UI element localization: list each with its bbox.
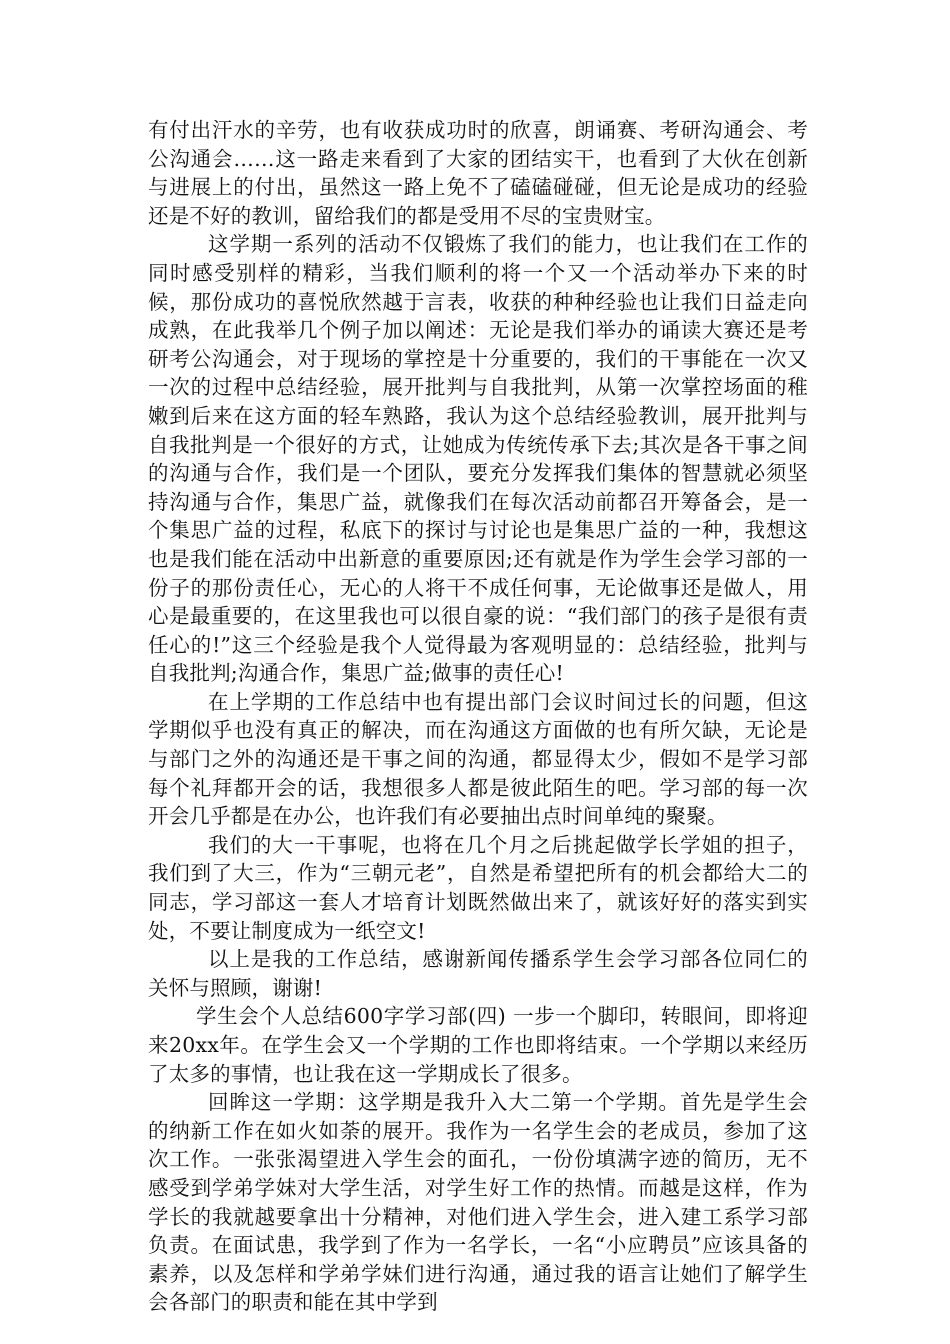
document-body [148,116,808,1317]
paragraph: 这学期一系列的活动不仅锻炼了我们的能力，也让我们在工作的同时感受别样的精彩，当我们顺利的将一个又一个活动举办下来的时候，那份成功的喜悦欣然越于言表，收获的种种经验也让我们日益走向成熟，在此我举几个例子加以阐述：无论是我们举办的诵读大赛还是考研考公沟通会，对于现场的掌控是十分重要的，我们的干事能在一次又一次的过程中总结经验，展开批判与自我批判，从第一次掌控场面的稚嫩到后来在这方面的轻车熟路，我认为这个总结经验教训，展开批判与自我批判是一个很好的方式，让她成为传统传承下去;其次是各干事之间的沟通与合作，我们是一个团队，要充分发挥我们集体的智慧就必须坚持沟通与合作，集思广益，就像我们在每次活动前都召开筹备会，是一个集思广益的过程，私底下的探讨与讨论也是集思广益的一种，我想这也是我们能在活动中出新意的重要原因;还有就是作为学生会学习部的一份子的那份责任心，无心的人将干不成任何事，无论做事还是做人，用心是最重要的，在这里我也可以很自豪的说：“我们部门的孩子是很有责任心的!”这三个经验是我个人觉得最为客观明显的：总结经验，批判与自我批判;沟通合作，集思广益;做事的责任心! [148,232,808,686]
paragraph: 以上是我的工作总结，感谢新闻传播系学生会学习部各位同仁的关怀与照顾，谢谢! [148,947,808,1000]
paragraph: 在上学期的工作总结中也有提出部门会议时间过长的问题，但这学期似乎也没有真正的解决，而在沟通这方面做的也有所欠缺，无论是与部门之外的沟通还是干事之间的沟通，都显得太少，假如不是学习部每个礼拜都开会的话，我想很多人都是彼此陌生的吧。学习部的每一次开会几乎都是在办公，也许我们有必要抽出点时间单纯的聚聚。 [148,689,808,829]
paragraph: 学生会个人总结600字学习部(四) 一步一个脚印，转眼间，即将迎来20xx年。在学生会又一个学期的工作也即将结束。一个学期以来经历了太多的事情，也让我在这一学期成长了很多。 [148,1004,808,1086]
paragraph: 回眸这一学期：这学期是我升入大二第一个学期。首先是学生会的纳新工作在如火如荼的展开。我作为一名学生会的老成员，参加了这次工作。一张张渴望进入学生会的面孔，一份份填满字迹的简历，无不感受到学弟学妹对大学生活，对学生好工作的热情。而越是这样，作为学长的我就越要拿出十分精神，对他们进入学生会，进入建工系学习部负责。在面试患，我学到了作为一名学长，一名“小应聘员”应该具备的素养，以及怎样和学弟学妹们进行沟通，通过我的语言让她们了解学生会各部门的职责和能在其中学到 [148,1090,808,1315]
paragraph: 有付出汗水的辛劳，也有收获成功时的欣喜，朗诵赛、考研沟通会、考公沟通会……这一路走来看到了大家的团结实干，也看到了大伙在创新与进展上的付出，虽然这一路上免不了磕磕碰碰，但无论是成功的经验还是不好的教训，留给我们的都是受用不尽的宝贵财宝。 [148,118,808,228]
paragraph: 我们的大一干事呢，也将在几个月之后挑起做学长学姐的担子，我们到了大三，作为“三朝元老”，自然是希望把所有的机会都给大二的同志，学习部这一套人才培育计划既然做出来了，就该好好的落实到实处，不要让制度成为一纸空文! [148,832,808,943]
